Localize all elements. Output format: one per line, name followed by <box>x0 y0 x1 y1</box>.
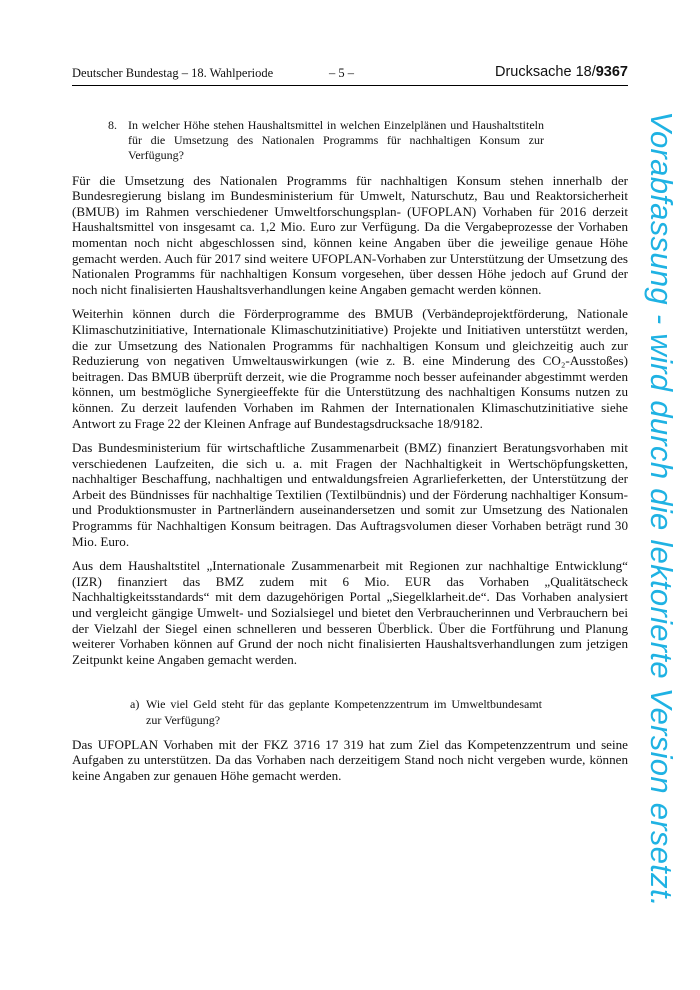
document-number-part-b: 9367 <box>595 64 628 80</box>
answer-8-paragraph-2: Weiterhin können durch die Förderprogramme des BMUB (Verbändeprojektförderung, Nationale Klimaschutzinitiative, Internationale Klimaschutzinitiative) Projekte und Initiativen unterstützt werden, die zur Umsetzung des Nationalen Programms für nachhaltigen Konsum und gleichzeitig auch zur Reduzierung von negativen Umweltauswirkungen (wie z. B. eine Minderung des CO₂-Ausstoßes) beitragen. Das BMUB überprüft derzeit, wie die Programme noch besser aufeinander abgestimmt werden können, um bestmögliche Synergieeffekte für die Unterstützung des nachhaltigen Konsums nutzen zu können. Zu derzeit laufenden Vorhaben im Rahmen der Internationalen Klimaschutzinitiative siehe Antwort zu Frage 22 der Kleinen Anfrage auf Bundestagsdrucksache 18/9182. <box>72 306 628 431</box>
question-8-number: 8. <box>108 118 117 132</box>
answer-8-paragraph-4: Aus dem Haushaltstitel „Internationale Zusammenarbeit mit Regionen zur nachhaltige Entwicklung“ (IZR) finanziert das BMZ zudem mit 6 Mio. EUR das Vorhaben „Qualitätscheck Nachhaltigkeitsstandards“ mit dem dazugehörigen Portal „Siegelklarheit.de“. Das Vorhaben analysiert und vergleicht gängige Umwelt- und Sozialsiegel und bietet den Verbraucherinnen und Verbrauchern bei der Vielzahl der Siegel einen schnelleren und besseren Überblick. Über die Fortführung und Planung weiterer Vorhaben können auf Grund der noch nicht finalisierten Haushaltsverhandlungen zum jetzigen Zeitpunkt keine Angaben gemacht werden. <box>72 558 628 667</box>
answer-8-paragraph-1: Für die Umsetzung des Nationalen Programms für nachhaltigen Konsum stehen innerhalb der Bundesregierung bislang im Bundesministerium für Umwelt, Naturschutz, Bau und Reaktorsicherheit (BMUB) im Rahmen verschiedener Umweltforschungsplan- (UFOPLAN) Vorhaben für 2016 derzeit Haushaltsmittel von insgesamt ca. 1,2 Mio. Euro zur Verfügung. Da die Vergabeprozesse der Vorhaben momentan noch nicht abgeschlossen sind, können keine Angaben über die jeweilige genaue Höhe gemacht werden. Auch für 2017 sind weitere UFOPLAN-Vorhaben zur Unterstützung der Umsetzung des Nationalen Programms für nachhaltigen Konsum vorgesehen, über dessen Höhe jedoch auf Grund der noch nicht finalisierten Haushaltsverhandlungen keine Angaben gemacht werden können. <box>72 172 628 297</box>
answer-a-paragraph-1: Das UFOPLAN Vorhaben mit der FKZ 3716 17 319 hat zum Ziel das Kompetenzzentrum und seine Aufgaben zu unterstützen. Da das Vorhaben nach derzeitigem Stand noch nicht vergeben wurde, können keine Angaben zur genauen Höhe gemacht werden. <box>72 736 628 784</box>
document-body <box>72 118 628 793</box>
question-8-text: In welcher Höhe stehen Haushaltsmittel in welchen Einzelplänen und Haushaltstiteln für die Umsetzung des Nationalen Programms für nachhaltigen Konsum zur Verfügung? <box>128 118 544 163</box>
page-number: – 5 – <box>329 66 354 80</box>
header-rule <box>72 85 628 86</box>
draft-watermark: Vorabfassung - wird durch die lektorierte Version ersetzt. <box>644 111 679 907</box>
document-number <box>495 64 628 80</box>
document-prefix: Drucksache <box>494 64 576 80</box>
question-a-text: Wie viel Geld steht für das geplante Kompetenzzentrum im Umweltbundesamt zur Verfügung? <box>146 697 542 727</box>
question-a-number: a) <box>130 697 140 712</box>
question-8 <box>108 118 544 164</box>
answer-8-paragraph-3: Das Bundesministerium für wirtschaftliche Zusammenarbeit (BMZ) finanziert Beratungsvorhaben mit verschiedenen Laufzeiten, die sich u. a. mit Fragen der Nachhaltigkeit in Wertschöpfungsketten, nachhaltiger Beschaffung, nachhaltigen und entwaldungsfreien Agrarlieferketten, der Unterstützung der Arbeit des Bündnisses für nachhaltige Textilien (Textilbündnis) und der Förderung nachhaltiger Konsum- und Produktionsmuster in Partnerländern auseinandersetzen und somit zur Umsetzung des Nationalen Programms für Nachhaltigen Konsum beitragen. Das Auftragsvolumen dieser Vorhaben beträgt rund 30 Mio. Euro. <box>72 440 628 549</box>
page-header <box>72 66 628 86</box>
document-number-part-a: 18/ <box>575 64 596 80</box>
parliament-term: Deutscher Bundestag – 18. Wahlperiode <box>72 66 274 80</box>
question-a <box>130 697 542 727</box>
